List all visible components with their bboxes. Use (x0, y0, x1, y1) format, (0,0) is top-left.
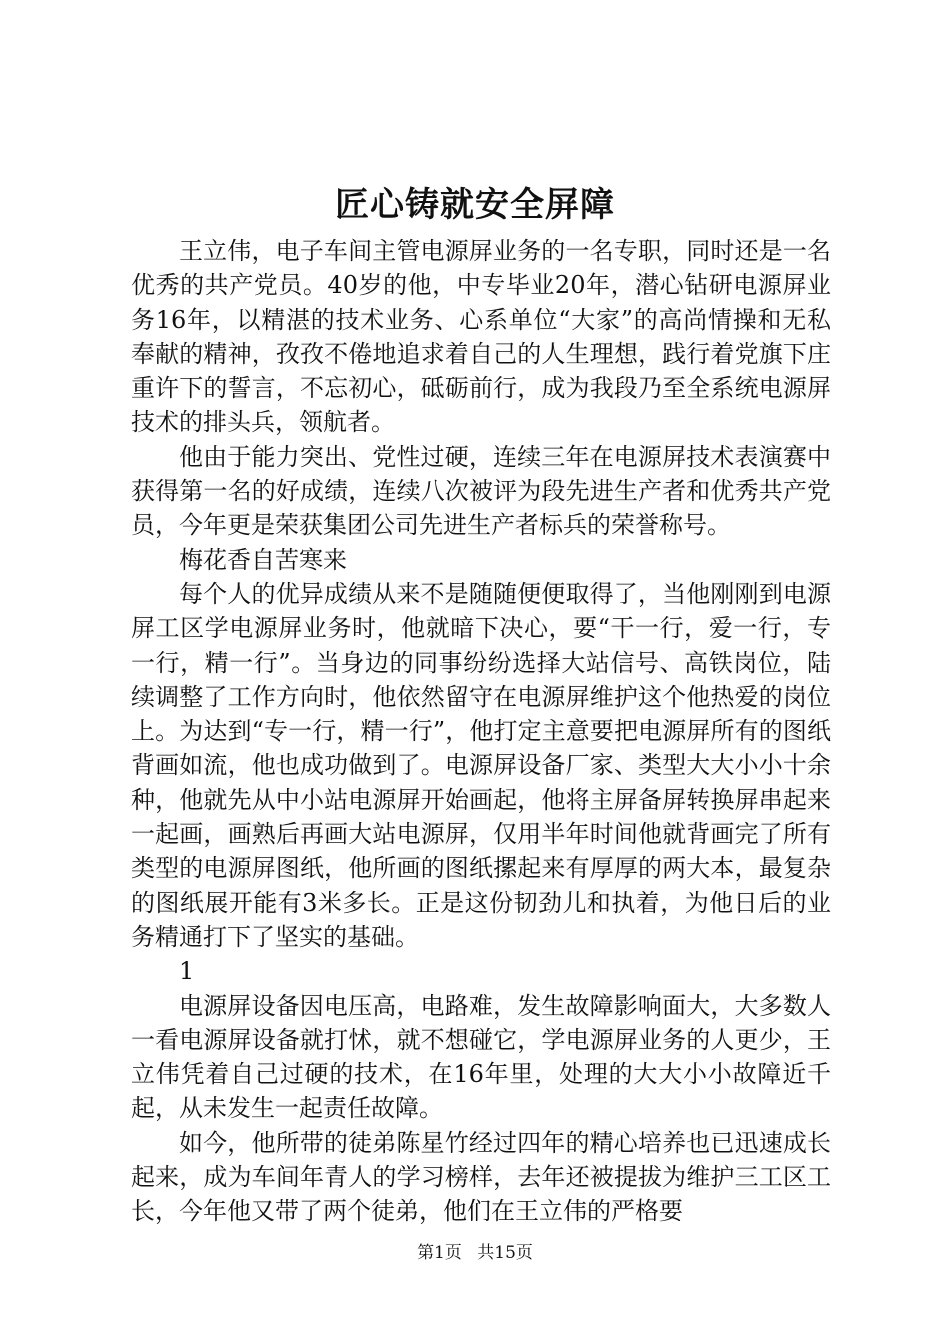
page-total-label: 共15页 (477, 1243, 533, 1263)
page-number-label: 第1页 (417, 1243, 462, 1263)
paragraph-achievements: 他由于能力突出、党性过硬，连续三年在电源屏技术表演赛中获得第一名的好成绩，连续八次被评为段先进生产者和优秀共产党员，今年更是荣获集团公司先进生产者标兵的荣誉称号。 (131, 442, 831, 540)
section-heading: 梅花香自苦寒来 (179, 545, 347, 574)
document-title: 匠心铸就安全屏障 (335, 185, 615, 225)
page-footer (0, 1240, 950, 1266)
document-body (131, 234, 831, 1229)
paragraph-intro: 王立伟，电子车间主管电源屏业务的一名专职，同时还是一名优秀的共产党员。40岁的他，中专毕业20年，潜心钻研电源屏业务16年，以精湛的技术业务、心系单位“大家”的高尚情操和无私奉献的精神，孜孜不倦地追求着自己的人生理想，践行着党旗下庄重许下的誓言，不忘初心，砥砺前行，成为我段乃至全系统电源屏技术的排头兵，领航者。 (131, 237, 831, 437)
paragraph-apprentices: 如今，他所带的徒弟陈星竹经过四年的精心培养也已迅速成长起来，成为车间年青人的学习榜样，去年还被提拔为维护三工区工长，今年他又带了两个徒弟，他们在王立伟的严格要 (131, 1128, 831, 1226)
inline-page-number: 1 (179, 957, 195, 986)
paragraph-faults: 电源屏设备因电压高，电路难，发生故障影响面大，大多数人一看电源屏设备就打怵，就不想碰它，学电源屏业务的人更少，王立伟凭着自己过硬的技术，在16年里，处理的大大小小故障近千起，从未发生一起责任故障。 (131, 991, 831, 1123)
paragraph-learning: 每个人的优异成绩从来不是随随便便取得了，当他刚刚到电源屏工区学电源屏业务时，他就暗下决心，要“干一行，爱一行，专一行，精一行”。当身边的同事纷纷选择大站信号、高铁岗位，陆续调整了工作方向时，他依然留守在电源屏维护这个他热爱的岗位上。为达到“专一行，精一行”，他打定主意要把电源屏所有的图纸背画如流，他也成功做到了。电源屏设备厂家、类型大大小小十余种，他就先从中小站电源屏开始画起，他将主屏备屏转换屏串起来一起画，画熟后再画大站电源屏，仅用半年时间他就背画完了所有类型的电源屏图纸，他所画的图纸摞起来有厚厚的两大本，最复杂的图纸展开能有3米多长。正是这份韧劲儿和执着，为他日后的业务精通打下了坚实的基础。 (131, 579, 831, 951)
